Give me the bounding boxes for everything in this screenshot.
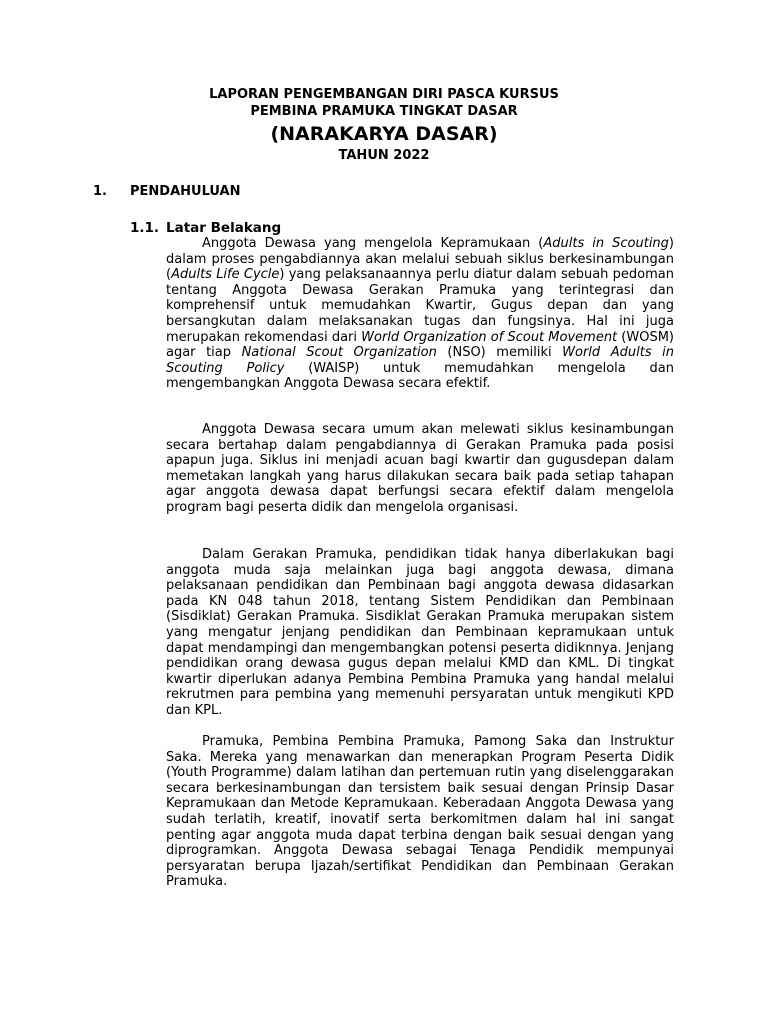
report-year: TAHUN 2022	[338, 148, 430, 163]
paragraph-3: Dalam Gerakan Pramuka, pendidikan tidak hanya diberlakukan bagi anggota muda saja melainkan juga bagi anggota dewasa, dimana pelaksanaan pendidikan dan Pembinaan bagi anggota dewasa didasarkan pada KN 048 tahun 2018, tentang Sistem Pendidikan dan Pembinaan (Sisdiklat) Gerakan Pramuka. Sisdiklat Gerakan Pramuka merupakan sistem yang mengatur jenjang pendidikan dan Pembinaan kepramukaan untuk dapat mendampingi dan mengembangkan potensi peserta didiknnya. Jenjang pendidikan orang dewasa gugus depan melalui KMD dan KML. Di tingkat kwartir diperlukan adanya Pembina Pembina Pramuka yang handal melalui rekrutmen para pembina yang memenuhi persyaratan untuk mengikuti KPD dan KPL.	[166, 547, 674, 718]
subsection-title: Latar Belakang	[166, 220, 282, 236]
subsection-number: 1.1.	[130, 220, 160, 236]
section-number: 1.	[93, 184, 107, 199]
section-title: PENDAHULUAN	[130, 184, 241, 199]
report-title-main: (NARAKARYA DASAR)	[270, 123, 498, 145]
paragraph-2: Anggota Dewasa secara umum akan melewati siklus kesinambungan secara bertahap dalam pengabdiannya di Gerakan Pramuka pada posisi apapun juga. Siklus ini menjadi acuan bagi kwartir dan gugusdepan dalam memetakan langkah yang harus dilakukan secara baik pada setiap tahapan agar anggota dewasa dapat berfungsi secara efektif dalam mengelola program bagi peserta didik dan mengelola organisasi.	[166, 422, 674, 515]
paragraph-4: Pramuka, Pembina Pembina Pramuka, Pamong Saka dan Instruktur Saka. Mereka yang menawarkan dan menerapkan Program Peserta Didik (Youth Programme) dalam latihan dan pertemuan rutin yang diselenggarakan secara berkesinambungan dan tersistem baik sesuai dengan Prinsip Dasar Kepramukaan dan Metode Kepramukaan. Keberadaan Anggota Dewasa yang sudah terlatih, kreatif, inovatif serta berkomitmen dalam hal ini sangat penting agar anggota muda dapat terbina dengan baik sesuai dengan yang diprogramkan. Anggota Dewasa sebagai Tenaga Pendidik mempunyai persyaratan berupa Ijazah/sertifikat Pendidikan dan Pembinaan Gerakan Pramuka.	[166, 734, 674, 890]
report-title-line-1: LAPORAN PENGEMBANGAN DIRI PASCA KURSUS	[209, 87, 559, 102]
report-title-line-2: PEMBINA PRAMUKA TINGKAT DASAR	[250, 104, 518, 119]
paragraph-1: Anggota Dewasa yang mengelola Kepramukaan (Adults in Scouting) dalam proses pengabdiannya akan melalui sebuah siklus berkesinambungan (Adults Life Cycle) yang pelaksanaannya perlu diatur dalam sebuah pedoman tentang Anggota Dewasa Gerakan Pramuka yang terintegrasi dan komprehensif untuk memudahkan Kwartir, Gugus depan dan yang bersangkutan dalam melaksanakan tugas dan fungsinya. Hal ini juga merupakan rekomendasi dari World Organization of Scout Movement (WOSM) agar tiap National Scout Organization (NSO) memiliki World Adults in Scouting Policy (WAISP) untuk memudahkan mengelola dan mengembangkan Anggota Dewasa secara efektif.	[166, 236, 674, 392]
